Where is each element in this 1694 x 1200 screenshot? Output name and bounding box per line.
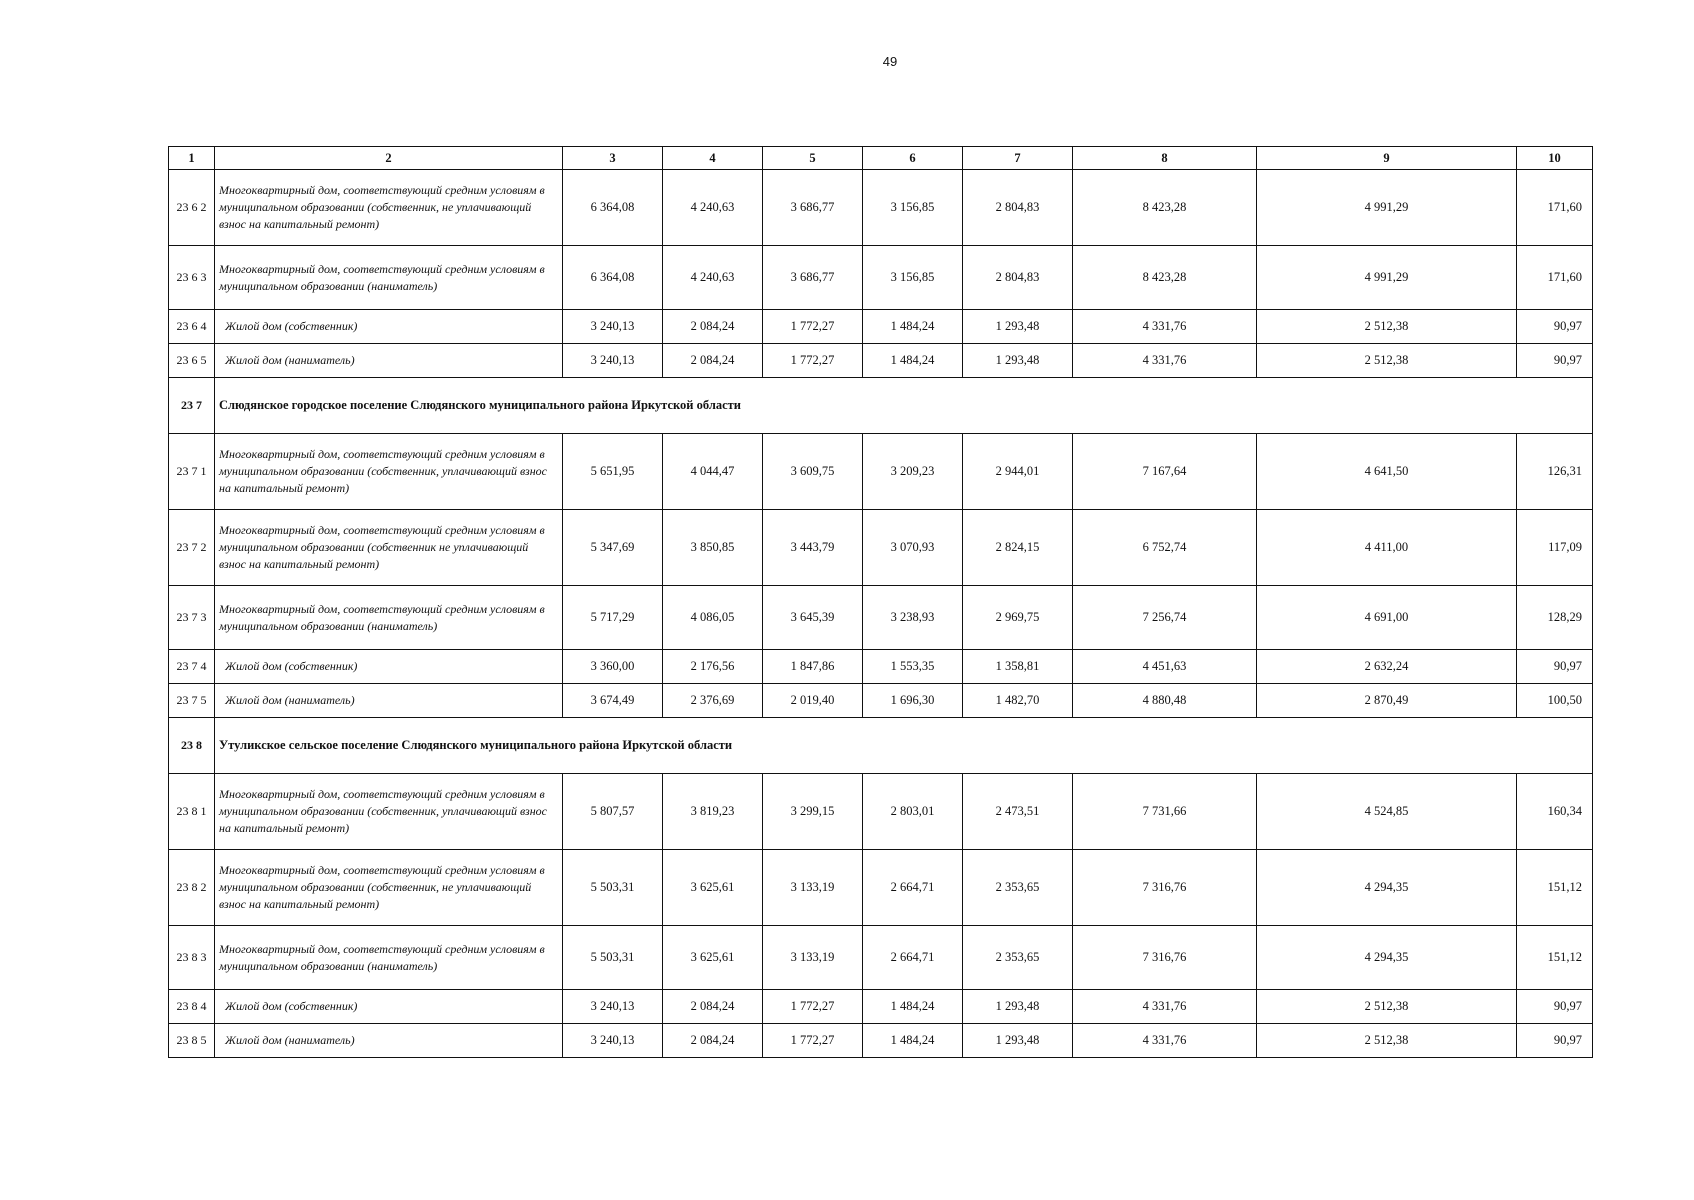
row-code: 23 8 5 bbox=[169, 1024, 215, 1058]
value-cell: 6 364,08 bbox=[563, 246, 663, 310]
value-cell: 4 331,76 bbox=[1073, 344, 1257, 378]
section-row bbox=[169, 718, 1593, 774]
row-code: 23 8 4 bbox=[169, 990, 215, 1024]
value-cell: 5 807,57 bbox=[563, 774, 663, 850]
value-cell: 3 238,93 bbox=[863, 586, 963, 650]
value-cell: 2 804,83 bbox=[963, 170, 1073, 246]
value-cell: 2 084,24 bbox=[663, 1024, 763, 1058]
value-cell: 1 482,70 bbox=[963, 684, 1073, 718]
value-cell: 3 850,85 bbox=[663, 510, 763, 586]
row-description: Жилой дом (наниматель) bbox=[215, 684, 563, 718]
value-cell: 3 360,00 bbox=[563, 650, 663, 684]
value-cell: 2 084,24 bbox=[663, 990, 763, 1024]
value-cell: 90,97 bbox=[1517, 1024, 1593, 1058]
table-row bbox=[169, 344, 1593, 378]
section-title: Слюдянское городское поселение Слюдянского муниципального района Иркутской области bbox=[215, 378, 1593, 434]
value-cell: 3 240,13 bbox=[563, 990, 663, 1024]
table-row bbox=[169, 310, 1593, 344]
value-cell: 2 376,69 bbox=[663, 684, 763, 718]
value-cell: 2 512,38 bbox=[1257, 990, 1517, 1024]
table-body bbox=[169, 170, 1593, 1058]
value-cell: 4 991,29 bbox=[1257, 246, 1517, 310]
table-row bbox=[169, 926, 1593, 990]
column-header: 10 bbox=[1517, 147, 1593, 170]
value-cell: 3 686,77 bbox=[763, 170, 863, 246]
column-header: 4 bbox=[663, 147, 763, 170]
value-cell: 1 293,48 bbox=[963, 990, 1073, 1024]
column-header: 9 bbox=[1257, 147, 1517, 170]
value-cell: 1 772,27 bbox=[763, 310, 863, 344]
value-cell: 4 044,47 bbox=[663, 434, 763, 510]
value-cell: 171,60 bbox=[1517, 246, 1593, 310]
value-cell: 3 156,85 bbox=[863, 170, 963, 246]
row-description: Жилой дом (собственник) bbox=[215, 990, 563, 1024]
value-cell: 4 880,48 bbox=[1073, 684, 1257, 718]
value-cell: 1 772,27 bbox=[763, 990, 863, 1024]
value-cell: 6 364,08 bbox=[563, 170, 663, 246]
value-cell: 7 256,74 bbox=[1073, 586, 1257, 650]
value-cell: 6 752,74 bbox=[1073, 510, 1257, 586]
value-cell: 1 484,24 bbox=[863, 1024, 963, 1058]
row-code: 23 8 1 bbox=[169, 774, 215, 850]
value-cell: 3 686,77 bbox=[763, 246, 863, 310]
value-cell: 3 156,85 bbox=[863, 246, 963, 310]
value-cell: 1 293,48 bbox=[963, 310, 1073, 344]
value-cell: 4 331,76 bbox=[1073, 1024, 1257, 1058]
value-cell: 90,97 bbox=[1517, 990, 1593, 1024]
column-header: 1 bbox=[169, 147, 215, 170]
row-code: 23 7 2 bbox=[169, 510, 215, 586]
value-cell: 1 484,24 bbox=[863, 990, 963, 1024]
value-cell: 3 299,15 bbox=[763, 774, 863, 850]
value-cell: 2 944,01 bbox=[963, 434, 1073, 510]
table-row bbox=[169, 434, 1593, 510]
table-row bbox=[169, 990, 1593, 1024]
value-cell: 5 503,31 bbox=[563, 850, 663, 926]
row-description: Многоквартирный дом, соответствующий средним условиям в муниципальном образовании (собственник не уплачивающий взнос на капитальный ремонт) bbox=[215, 510, 563, 586]
value-cell: 5 503,31 bbox=[563, 926, 663, 990]
value-cell: 160,34 bbox=[1517, 774, 1593, 850]
row-description: Жилой дом (наниматель) bbox=[215, 1024, 563, 1058]
column-header: 5 bbox=[763, 147, 863, 170]
value-cell: 2 084,24 bbox=[663, 344, 763, 378]
value-cell: 3 443,79 bbox=[763, 510, 863, 586]
row-description: Многоквартирный дом, соответствующий средним условиям в муниципальном образовании (собственник, уплачивающий взнос на капитальный ремонт) bbox=[215, 434, 563, 510]
value-cell: 100,50 bbox=[1517, 684, 1593, 718]
value-cell: 1 358,81 bbox=[963, 650, 1073, 684]
value-cell: 2 664,71 bbox=[863, 926, 963, 990]
column-header: 7 bbox=[963, 147, 1073, 170]
value-cell: 5 651,95 bbox=[563, 434, 663, 510]
value-cell: 2 019,40 bbox=[763, 684, 863, 718]
value-cell: 151,12 bbox=[1517, 926, 1593, 990]
column-header: 2 bbox=[215, 147, 563, 170]
value-cell: 2 969,75 bbox=[963, 586, 1073, 650]
value-cell: 8 423,28 bbox=[1073, 246, 1257, 310]
value-cell: 3 070,93 bbox=[863, 510, 963, 586]
value-cell: 1 293,48 bbox=[963, 1024, 1073, 1058]
value-cell: 4 294,35 bbox=[1257, 850, 1517, 926]
table-row bbox=[169, 170, 1593, 246]
value-cell: 4 240,63 bbox=[663, 246, 763, 310]
value-cell: 90,97 bbox=[1517, 650, 1593, 684]
row-description: Жилой дом (собственник) bbox=[215, 310, 563, 344]
table-row bbox=[169, 650, 1593, 684]
value-cell: 2 353,65 bbox=[963, 926, 1073, 990]
value-cell: 126,31 bbox=[1517, 434, 1593, 510]
value-cell: 3 819,23 bbox=[663, 774, 763, 850]
row-description: Многоквартирный дом, соответствующий средним условиям в муниципальном образовании (наниматель) bbox=[215, 586, 563, 650]
row-code: 23 7 5 bbox=[169, 684, 215, 718]
value-cell: 151,12 bbox=[1517, 850, 1593, 926]
row-code: 23 8 bbox=[169, 718, 215, 774]
value-cell: 2 512,38 bbox=[1257, 1024, 1517, 1058]
tariff-table bbox=[168, 146, 1593, 1058]
value-cell: 4 991,29 bbox=[1257, 170, 1517, 246]
row-description: Многоквартирный дом, соответствующий средним условиям в муниципальном образовании (собственник, не уплачивающий взнос на капитальный ремонт) bbox=[215, 170, 563, 246]
value-cell: 1 553,35 bbox=[863, 650, 963, 684]
table-row bbox=[169, 246, 1593, 310]
value-cell: 117,09 bbox=[1517, 510, 1593, 586]
row-code: 23 7 4 bbox=[169, 650, 215, 684]
value-cell: 3 674,49 bbox=[563, 684, 663, 718]
value-cell: 90,97 bbox=[1517, 344, 1593, 378]
value-cell: 1 484,24 bbox=[863, 310, 963, 344]
table-row bbox=[169, 510, 1593, 586]
value-cell: 3 609,75 bbox=[763, 434, 863, 510]
value-cell: 1 293,48 bbox=[963, 344, 1073, 378]
value-cell: 4 524,85 bbox=[1257, 774, 1517, 850]
row-code: 23 6 2 bbox=[169, 170, 215, 246]
value-cell: 5 347,69 bbox=[563, 510, 663, 586]
row-description: Жилой дом (наниматель) bbox=[215, 344, 563, 378]
value-cell: 2 824,15 bbox=[963, 510, 1073, 586]
value-cell: 7 167,64 bbox=[1073, 434, 1257, 510]
value-cell: 2 804,83 bbox=[963, 246, 1073, 310]
value-cell: 1 847,86 bbox=[763, 650, 863, 684]
value-cell: 3 240,13 bbox=[563, 1024, 663, 1058]
value-cell: 7 316,76 bbox=[1073, 850, 1257, 926]
value-cell: 3 645,39 bbox=[763, 586, 863, 650]
table-row bbox=[169, 774, 1593, 850]
table-row bbox=[169, 684, 1593, 718]
row-description: Многоквартирный дом, соответствующий средним условиям в муниципальном образовании (собственник, не уплачивающий взнос на капитальный ремонт) bbox=[215, 850, 563, 926]
section-title: Утуликское сельское поселение Слюдянского муниципального района Иркутской области bbox=[215, 718, 1593, 774]
value-cell: 1 696,30 bbox=[863, 684, 963, 718]
value-cell: 90,97 bbox=[1517, 310, 1593, 344]
value-cell: 171,60 bbox=[1517, 170, 1593, 246]
value-cell: 2 632,24 bbox=[1257, 650, 1517, 684]
row-code: 23 8 2 bbox=[169, 850, 215, 926]
value-cell: 1 772,27 bbox=[763, 1024, 863, 1058]
value-cell: 4 451,63 bbox=[1073, 650, 1257, 684]
table-row bbox=[169, 586, 1593, 650]
row-code: 23 7 1 bbox=[169, 434, 215, 510]
row-code: 23 6 4 bbox=[169, 310, 215, 344]
value-cell: 3 209,23 bbox=[863, 434, 963, 510]
row-code: 23 7 bbox=[169, 378, 215, 434]
row-description: Многоквартирный дом, соответствующий средним условиям в муниципальном образовании (наниматель) bbox=[215, 926, 563, 990]
value-cell: 2 084,24 bbox=[663, 310, 763, 344]
value-cell: 1 772,27 bbox=[763, 344, 863, 378]
row-description: Жилой дом (собственник) bbox=[215, 650, 563, 684]
value-cell: 3 625,61 bbox=[663, 926, 763, 990]
value-cell: 2 176,56 bbox=[663, 650, 763, 684]
table-row bbox=[169, 850, 1593, 926]
value-cell: 3 133,19 bbox=[763, 850, 863, 926]
row-description: Многоквартирный дом, соответствующий средним условиям в муниципальном образовании (наниматель) bbox=[215, 246, 563, 310]
value-cell: 3 625,61 bbox=[663, 850, 763, 926]
row-code: 23 6 3 bbox=[169, 246, 215, 310]
value-cell: 4 331,76 bbox=[1073, 310, 1257, 344]
column-header: 8 bbox=[1073, 147, 1257, 170]
value-cell: 4 240,63 bbox=[663, 170, 763, 246]
value-cell: 128,29 bbox=[1517, 586, 1593, 650]
value-cell: 3 240,13 bbox=[563, 344, 663, 378]
column-header: 3 bbox=[563, 147, 663, 170]
value-cell: 3 240,13 bbox=[563, 310, 663, 344]
value-cell: 4 691,00 bbox=[1257, 586, 1517, 650]
value-cell: 5 717,29 bbox=[563, 586, 663, 650]
value-cell: 4 411,00 bbox=[1257, 510, 1517, 586]
row-code: 23 7 3 bbox=[169, 586, 215, 650]
value-cell: 8 423,28 bbox=[1073, 170, 1257, 246]
value-cell: 2 803,01 bbox=[863, 774, 963, 850]
value-cell: 7 731,66 bbox=[1073, 774, 1257, 850]
row-code: 23 8 3 bbox=[169, 926, 215, 990]
value-cell: 2 353,65 bbox=[963, 850, 1073, 926]
value-cell: 3 133,19 bbox=[763, 926, 863, 990]
page-number: 49 bbox=[882, 54, 898, 69]
value-cell: 4 086,05 bbox=[663, 586, 763, 650]
table-row bbox=[169, 1024, 1593, 1058]
column-header: 6 bbox=[863, 147, 963, 170]
value-cell: 2 664,71 bbox=[863, 850, 963, 926]
value-cell: 4 294,35 bbox=[1257, 926, 1517, 990]
value-cell: 4 331,76 bbox=[1073, 990, 1257, 1024]
value-cell: 2 512,38 bbox=[1257, 310, 1517, 344]
section-row bbox=[169, 378, 1593, 434]
value-cell: 1 484,24 bbox=[863, 344, 963, 378]
value-cell: 7 316,76 bbox=[1073, 926, 1257, 990]
header-row bbox=[169, 147, 1593, 170]
value-cell: 2 512,38 bbox=[1257, 344, 1517, 378]
value-cell: 4 641,50 bbox=[1257, 434, 1517, 510]
value-cell: 2 473,51 bbox=[963, 774, 1073, 850]
value-cell: 2 870,49 bbox=[1257, 684, 1517, 718]
row-description: Многоквартирный дом, соответствующий средним условиям в муниципальном образовании (собственник, уплачивающий взнос на капитальный ремонт) bbox=[215, 774, 563, 850]
row-code: 23 6 5 bbox=[169, 344, 215, 378]
